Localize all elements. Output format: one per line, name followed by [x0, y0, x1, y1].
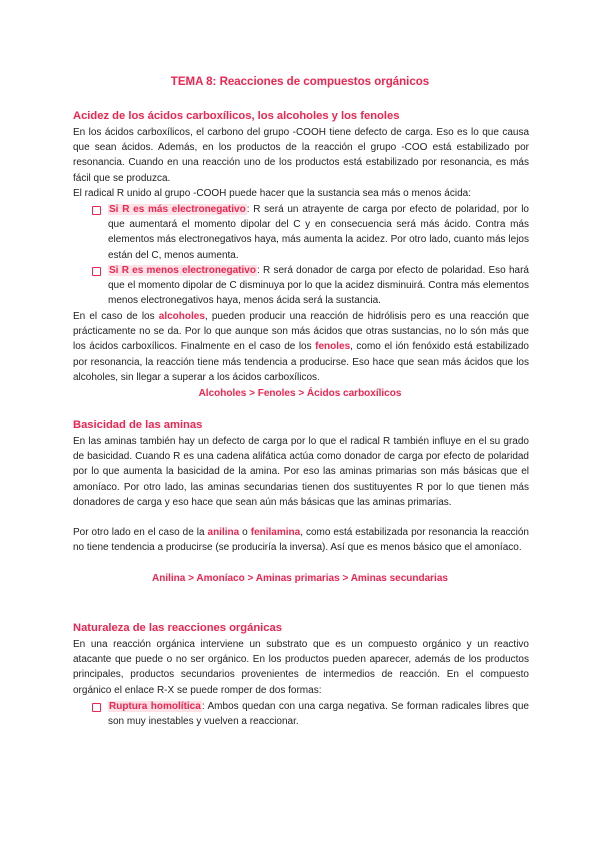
- paragraph-anilina: [73, 525, 529, 555]
- list-item-text: : R será un atrayente de carga por efecto de polaridad, por lo que aumentará el momento dipolar del C y en consecuencia será más ácido. Contra más elementos más electronegativos haya, más aumenta la acidez. Por otro lado, cuanto más lejos están del C, menos aumenta.: [108, 204, 529, 261]
- checkbox-icon[interactable]: [92, 267, 101, 276]
- text: , como el ión fenóxido está estabilizado por resonancia, la reacción tiene más tendencia a producirse. Eso hace que sean más ácidos que los alcoholes, sin llegar a superar a los ácidos carboxílicos.: [73, 341, 529, 383]
- checkbox-icon[interactable]: [92, 703, 101, 712]
- text: Por otro lado en el caso de la: [73, 527, 208, 538]
- section-heading-naturaleza: Naturaleza de las reacciones orgánicas: [73, 622, 282, 634]
- keyword-anilina: anilina: [207, 527, 240, 538]
- paragraph-reaccion-organica: En una reacción orgánica interviene un substrato que es un compuesto orgánico y un reactivo atacante que puede o no ser orgánico. En los productos pueden aparecer, además de los productos principales, productos secundarios provenientes de intermedios de reacción. En el compuesto orgánico el enlace R-X se puede romper de dos formas:: [73, 639, 529, 696]
- text: , pueden producir una reacción de hidrólisis pero es una reacción que prácticamente no se da. Por lo que aunque son más ácidos que otras sustancias, no lo són más que los ácidos carboxílicos. Finalmente en el caso de los: [73, 311, 529, 353]
- list-item-mas-electronegativo: [108, 202, 529, 263]
- paragraph-radical-r: El radical R unido al grupo -COOH puede hacer que la sustancia sea más o menos ácida:: [73, 188, 471, 199]
- paragraph-alcoholes-fenoles: [73, 309, 529, 385]
- acidity-order: Alcoholes > Fenoles > Ácidos carboxílicos: [198, 388, 402, 399]
- highlight-label: Ruptura homolítica: [109, 701, 201, 712]
- paragraph-acidos-carboxilicos: En los ácidos carboxílicos, el carbono del grupo -COOH tiene defecto de carga. Eso es lo que causa que sean ácidos. Además, en los productos de la reacción el grupo -COO está estabilizado por resonancia. Cuando en una reacción uno de los productos está estabilizado por resonancia, es más fácil que se produzca.: [73, 127, 529, 184]
- list-item-text: : R será donador de carga por efecto de polaridad. Eso hará que el momento dipolar de C disminuya por lo que la acidez disminuirá. Contra más elementos menos electronegativos haya, menos ácida será la sustancia.: [108, 265, 529, 307]
- text: En el caso de los: [73, 311, 159, 322]
- keyword-fenilamina: fenilamina: [250, 527, 301, 538]
- highlight-label: Si R es más electronegativo: [109, 204, 246, 215]
- basicity-order: Anilina > Amoníaco > Aminas primarias > Aminas secundarias: [152, 573, 448, 584]
- section-heading-acidez: Acidez de los ácidos carboxílicos, los alcoholes y los fenoles: [73, 110, 400, 122]
- page-title: TEMA 8: Reacciones de compuestos orgánicos: [170, 76, 430, 88]
- text: o: [239, 527, 251, 538]
- checkbox-icon[interactable]: [92, 206, 101, 215]
- list-item-text: : Ambos quedan con una carga negativa. Se forman radicales libres que son muy inestables y vuelven a reaccionar.: [108, 701, 529, 728]
- list-item-ruptura-homolitica: [108, 699, 529, 729]
- keyword-alcoholes: alcoholes: [158, 311, 205, 322]
- list-item-menos-electronegativo: [108, 263, 529, 309]
- highlight-label: Si R es menos electronegativo: [109, 265, 256, 276]
- section-heading-basicidad: Basicidad de las aminas: [73, 419, 203, 431]
- paragraph-aminas: En las aminas también hay un defecto de carga por lo que el radical R también influye en el su grado de basicidad. Cuando R es una cadena alifática actúa como donador de carga por efecto de polaridad por lo que aumenta la basicidad de la amina. Por eso las aminas primarias son más básicas que el amoníaco. Por otro lado, las aminas secundarias tienen dos sustituyentes R por lo que tienen más donadores de carga y eso hace que sean aún más básicas que las aminas primarias.: [73, 436, 529, 508]
- text: , como está estabilizada por resonancia la reacción no tiene tendencia a producirse (se produciría la inversa). Así que es menos básico que el amoníaco.: [73, 527, 529, 554]
- keyword-fenoles: fenoles: [315, 341, 351, 353]
